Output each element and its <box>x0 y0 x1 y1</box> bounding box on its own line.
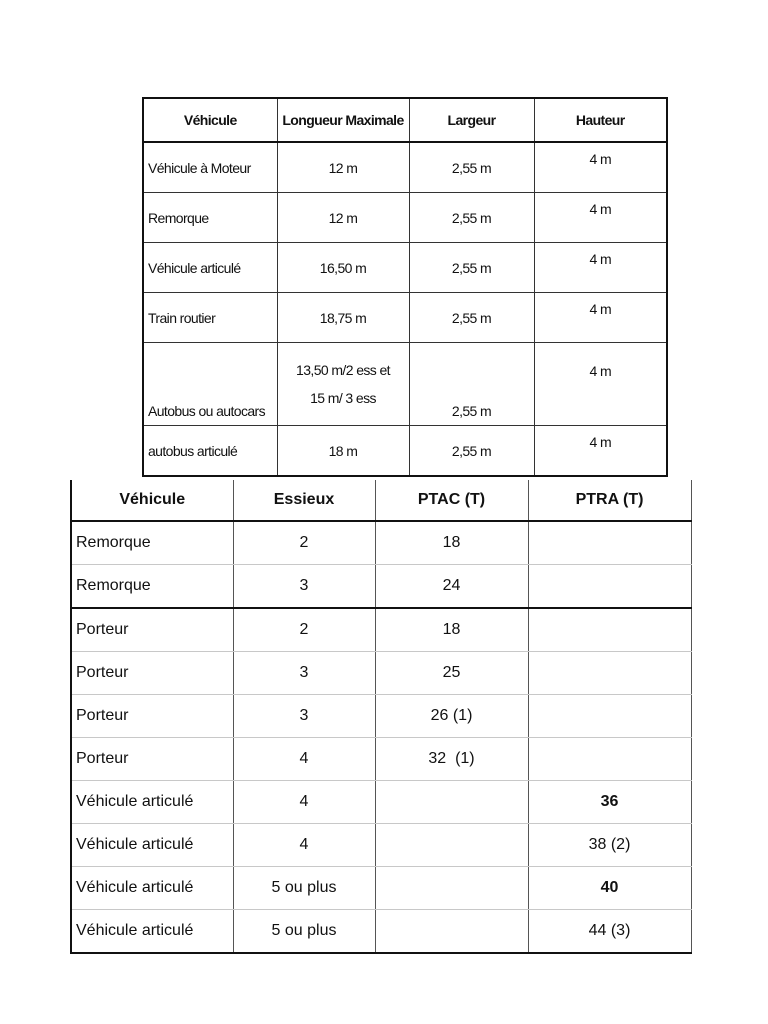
cell-ptra <box>528 521 691 565</box>
cell-ptac <box>375 910 528 954</box>
table-row <box>71 565 691 609</box>
cell-length: 18,75 m <box>277 293 409 343</box>
dimensions-table <box>142 97 668 477</box>
cell-height: 4 m <box>534 343 667 426</box>
header-max-length: Longueur Maximale <box>277 98 409 142</box>
table-row <box>71 867 691 910</box>
cell-vehicle: Porteur <box>71 652 233 695</box>
weights-table <box>70 480 692 954</box>
cell-axles: 3 <box>233 565 375 609</box>
cell-vehicle: Train routier <box>143 293 277 343</box>
cell-vehicle: Véhicule articulé <box>71 867 233 910</box>
table-row <box>143 243 667 293</box>
cell-length: 18 m <box>277 426 409 477</box>
cell-axles: 5 ou plus <box>233 910 375 954</box>
cell-axles: 3 <box>233 695 375 738</box>
cell-ptra <box>528 565 691 609</box>
cell-axles: 2 <box>233 608 375 652</box>
cell-width: 2,55 m <box>409 142 534 193</box>
header-ptac: PTAC (T) <box>375 480 528 521</box>
cell-axles: 2 <box>233 521 375 565</box>
cell-ptac <box>375 738 528 781</box>
cell-vehicle: Véhicule articulé <box>71 781 233 824</box>
weights-header-row <box>71 480 691 521</box>
cell-length-line-1: 13,50 m/2 ess et <box>296 362 390 378</box>
cell-vehicle: Véhicule articulé <box>143 243 277 293</box>
header-width: Largeur <box>409 98 534 142</box>
cell-length-line-2: 15 m/ 3 ess <box>310 390 376 406</box>
cell-width: 2,55 m <box>409 243 534 293</box>
table-row <box>71 521 691 565</box>
table-row <box>143 293 667 343</box>
cell-vehicle: Autobus ou autocars <box>143 343 277 426</box>
table-row <box>71 652 691 695</box>
table-row <box>71 781 691 824</box>
header-ptra: PTRA (T) <box>528 480 691 521</box>
cell-vehicle: Remorque <box>71 521 233 565</box>
table-row <box>71 608 691 652</box>
cell-ptac-text: 32 (1) <box>428 750 475 767</box>
cell-vehicle: Véhicule articulé <box>71 824 233 867</box>
table-row <box>143 193 667 243</box>
table-row <box>71 824 691 867</box>
cell-width: 2,55 m <box>409 343 534 426</box>
cell-ptac <box>375 867 528 910</box>
cell-ptra <box>528 738 691 781</box>
cell-vehicle: Porteur <box>71 738 233 781</box>
cell-length: 16,50 m <box>277 243 409 293</box>
cell-width: 2,55 m <box>409 426 534 477</box>
cell-vehicle: Porteur <box>71 695 233 738</box>
cell-length: 12 m <box>277 193 409 243</box>
table-row <box>143 343 667 426</box>
cell-ptra: 36 <box>528 781 691 824</box>
dimensions-header-row <box>143 98 667 142</box>
header-height: Hauteur <box>534 98 667 142</box>
cell-height: 4 m <box>534 243 667 293</box>
cell-ptra: 38 (2) <box>528 824 691 867</box>
cell-vehicle: Véhicule articulé <box>71 910 233 954</box>
cell-vehicle: Véhicule à Moteur <box>143 142 277 193</box>
cell-ptac <box>375 781 528 824</box>
cell-ptac: 18 <box>375 608 528 652</box>
cell-vehicle: Porteur <box>71 608 233 652</box>
header-vehicle: Véhicule <box>71 480 233 521</box>
cell-ptac: 24 <box>375 565 528 609</box>
header-vehicle: Véhicule <box>143 98 277 142</box>
cell-ptra <box>528 652 691 695</box>
cell-ptra: 40 <box>528 867 691 910</box>
cell-axles: 3 <box>233 652 375 695</box>
table-row <box>143 426 667 477</box>
header-axles: Essieux <box>233 480 375 521</box>
cell-axles: 4 <box>233 738 375 781</box>
cell-axles: 4 <box>233 824 375 867</box>
cell-axles: 5 ou plus <box>233 867 375 910</box>
cell-height: 4 m <box>534 293 667 343</box>
cell-height: 4 m <box>534 142 667 193</box>
cell-ptra <box>528 695 691 738</box>
cell-ptac: 25 <box>375 652 528 695</box>
cell-vehicle: Remorque <box>143 193 277 243</box>
cell-ptac: 18 <box>375 521 528 565</box>
table-row <box>71 910 691 954</box>
cell-height: 4 m <box>534 193 667 243</box>
cell-length: 12 m <box>277 142 409 193</box>
cell-ptac: 26 (1) <box>375 695 528 738</box>
cell-width: 2,55 m <box>409 193 534 243</box>
cell-ptra <box>528 608 691 652</box>
cell-length <box>277 343 409 426</box>
cell-axles: 4 <box>233 781 375 824</box>
cell-height: 4 m <box>534 426 667 477</box>
cell-vehicle: autobus articulé <box>143 426 277 477</box>
table-row <box>71 738 691 781</box>
cell-width: 2,55 m <box>409 293 534 343</box>
cell-ptac <box>375 824 528 867</box>
cell-ptra: 44 (3) <box>528 910 691 954</box>
table-row <box>71 695 691 738</box>
table-row <box>143 142 667 193</box>
cell-vehicle: Remorque <box>71 565 233 609</box>
